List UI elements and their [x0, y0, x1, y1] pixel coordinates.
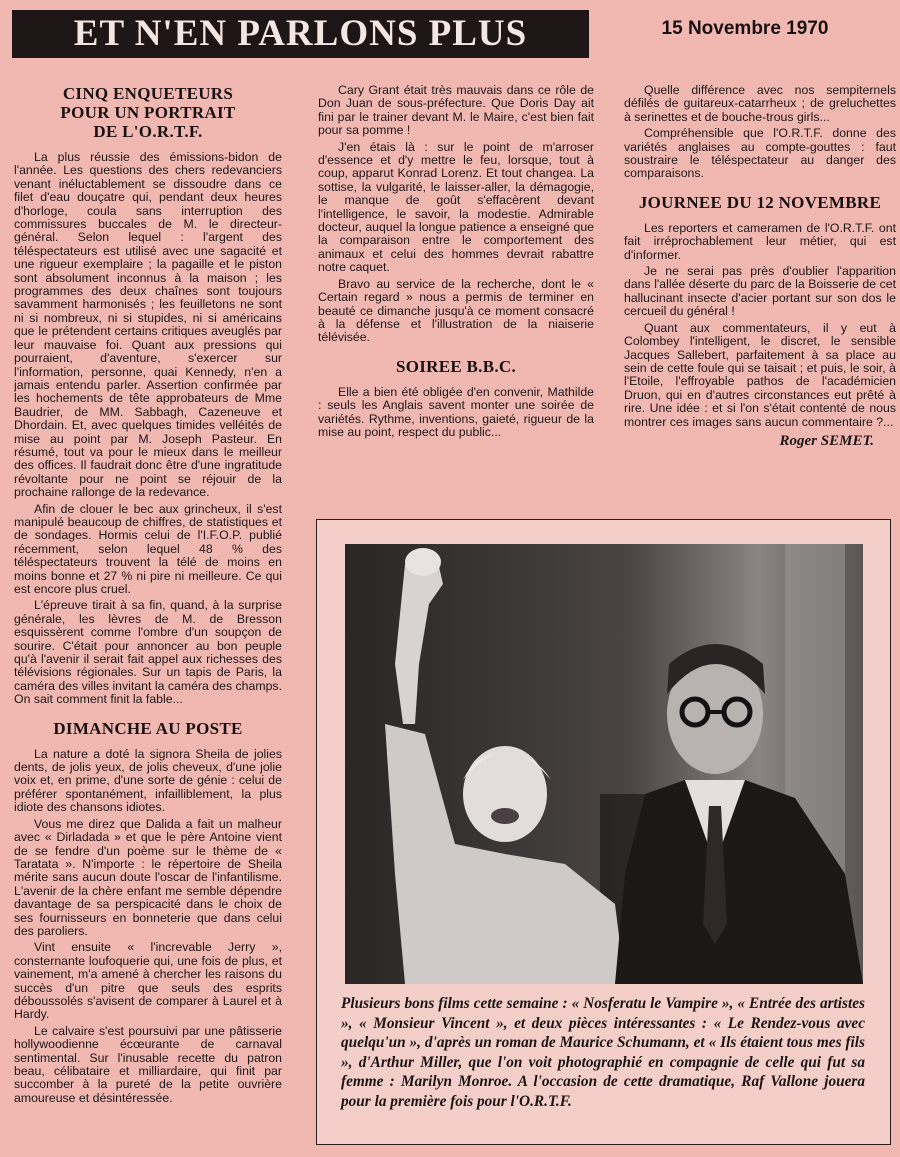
author-signature: Roger SEMET.: [779, 432, 874, 449]
paragraph: La plus réussie des émissions-bidon de l'année. Les questions des chers redevanciers venant inéluctablement se dissoudre dans ce filet d'eau douçatre qui, pendant deux heures d'horloge, coula sans interruption des commissures buccales de M. le directeur-général. Selon lequel : l'argent des téléspectateurs est utilisé avec une sagacité et une rigueur exemplaire ; la pagaille et le piston sont absolument inconnus à la maison ; les programmes des deux chaînes sont toujours savamment harmonisés ; les feuilletons ne sont ni si nombreux, ni si stupides, ni si américains que le prétendent certains critiques aveuglés par leur mauvaise foi. Quant aux pressions qui pourraient, d'aventure, s'exercer sur l'information, personne, quai Kennedy, n'en a jamais entendu parler. Assertion confirmée par les hochements de tête approbateurs de Mme Baudrier, de MM. Sabbagh, Cazeneuve et Dhordain. Et, avec quelques timides velléités de mise au point par M. Joseph Pasteur. En résumé, tout va pour le mieux dans le meilleur des offices. Il faudrait donc être d'une ingratitude révoltante pour ne point se réjouir de la prochaine rallonge de la redevance.: [14, 150, 282, 500]
paragraph: Cary Grant était très mauvais dans ce rôle de Don Juan de sous-préfecture. Que Doris Day ait fini par le trainer devant M. le Maire, c'est bien fait pour sa pomme !: [318, 84, 594, 138]
heading-journee-12-novembre: JOURNEE DU 12 NOVEMBRE: [638, 192, 882, 212]
paragraph: Vous me direz que Dalida a fait un malheur avec « Dirladada » et que le père Antoine vient de se fendre d'un poème sur le thème de « Taratata ». N'importe : le répertoire de Sheila mérite sans aucun doute l'oscar de l'infantilisme. L'avenir de la chère enfant me semble dépendre davantage de sa perspicacité dans le choix de ses fournisseurs en bonneterie que dans celui des paroliers.: [14, 816, 282, 938]
heading-cinq-enqueteurs: CINQ ENQUETEURS POUR UN PORTRAIT DE L'O.R.T.F.: [60, 84, 236, 141]
photograph: [345, 544, 863, 984]
column-left: [14, 84, 282, 1150]
photograph-illustration: [345, 544, 863, 984]
photo-frame: [316, 519, 891, 1145]
paragraph: Quelle différence avec nos sempiternels défilés de guitareux-catarrheux ; de greluchettes à serinettes et de bouche-trous girls...: [624, 84, 896, 124]
paragraph: La nature a doté la signora Sheila de jolies dents, de jolis yeux, de jolis cheveux, d'une jolie voix et, en prime, d'une sorte de génie : celui de préférer spontanément, infailliblement, la plus idiote des chansons idiotes.: [14, 746, 282, 815]
paragraph: Le calvaire s'est poursuivi par une pâtisserie hollywoodienne écœurante de carnaval sentimental. Sur l'inusable recette du patron beau, célibataire et milliardaire, qui finit par succomber à la pureté de la petite ouvrière amoureuse et désintéressée.: [14, 1023, 282, 1105]
paragraph: Afin de clouer le bec aux grincheux, il s'est manipulé beaucoup de chiffres, de statistiques et de sondages. Hormis celui de l'I.F.O.P. publié récemment, selon lequel 48 % des téléspectateurs trouvent la télé de moins en moins bonne et 27 % ni pire ni meilleure. Ce qui est encore plus cruel.: [14, 501, 282, 596]
paragraph: L'épreuve tirait à sa fin, quand, à la surprise générale, les lèvres de M. de Bresson esquissèrent comme l'ombre d'un soupçon de sourire. C'était pour annoncer au bon peuple qu'à l'avenir il serait fait appel aux richesses des télévisions régionales. Sur un tapis de Paris, la caméra des villes invitant la caméra des champs. On sait comment finit la fable...: [14, 598, 282, 707]
photo-caption: Plusieurs bons films cette semaine : « Nosferatu le Vampire », « Entrée des artistes », « Monsieur Vincent », et deux pièces intéressantes : « Le Rendez-vous avec quelqu'un », d'après un roman de Maurice Schumann, et « Ils étaient tous mes fils », d'Arthur Miller, que l'on voit photographié en compagnie de celle qui fut sa femme : Marilyn Monroe. A l'occasion de cette dramatique, Raf Vallone jouera pour la première fois pour l'O.R.T.F.: [341, 995, 865, 1110]
heading-dimanche-au-poste: DIMANCHE AU POSTE: [53, 718, 243, 738]
paragraph: Elle a bien été obligée d'en convenir, Mathilde : seuls les Anglais savent monter une soirée de variétés. Rythme, inventions, gaieté, rigueur de la mise au point, respect du public...: [318, 384, 594, 439]
paragraph: Les reporters et cameramen de l'O.R.T.F. ont fait irréprochablement leur métier, qui est d'informer.: [624, 220, 896, 262]
column-middle: [318, 84, 594, 474]
heading-soiree-bbc: SOIREE B.B.C.: [395, 356, 517, 376]
issue-date: 15 Novembre 1970: [661, 18, 829, 39]
paragraph: Compréhensible que l'O.R.T.F. donne des variétés anglaises au compte-gouttes : faut soustraire le téléspectateur au danger des comparaisons.: [624, 126, 896, 181]
paragraph: Bravo au service de la recherche, dont le « Certain regard » nous a permis de terminer en beauté ce dimanche jusqu'à ce moment consacré à la défense et l'illustration de la niaiserie télévisée.: [318, 276, 594, 345]
paragraph: Je ne serai pas près d'oublier l'apparition dans l'allée déserte du parc de la Boisserie de cet hallucinant insecte d'acier portant sur son dos le cercueil du général !: [624, 264, 896, 319]
masthead-title: ET N'EN PARLONS PLUS: [12, 10, 589, 58]
column-right: [624, 84, 896, 484]
paragraph: Quant aux commentateurs, il y eut à Colombey l'intelligent, le discret, le sensible Jacques Sallebert, parfaitement à sa place au sein de cette foule qui se taisait ; et puis, le soir, à l'Etoile, l'effroyable pathos de l'académicien Druon, qui en d'autres circonstances eut prêté à rire. Une idée : et si l'on s'était contenté de nous montrer ces images sans aucun commentaire ?...: [624, 320, 896, 429]
paragraph: Vint ensuite « l'increvable Jerry », consternante loufoquerie qui, une fois de plus, et vainement, m'a amené à chercher les raisons du succès d'un pitre que seuls des esprits déboussolés s'avisent de comparer à Laurel et à Hardy.: [14, 940, 282, 1022]
paragraph: J'en étais là : sur le point de m'arroser d'essence et d'y mettre le feu, lorsque, tout à coup, apparut Konrad Lorenz. Et tout changea. La sottise, la vulgarité, le laisser-aller, la démagogie, le manque de goût s'effacèrent devant l'intelligence, le savoir, la modestie. Admirable docteur, auquel la longue patience a enseigné que la comparaison entre le comportement des animaux et celui des hommes devrait rabattre notre caquet.: [318, 139, 594, 275]
